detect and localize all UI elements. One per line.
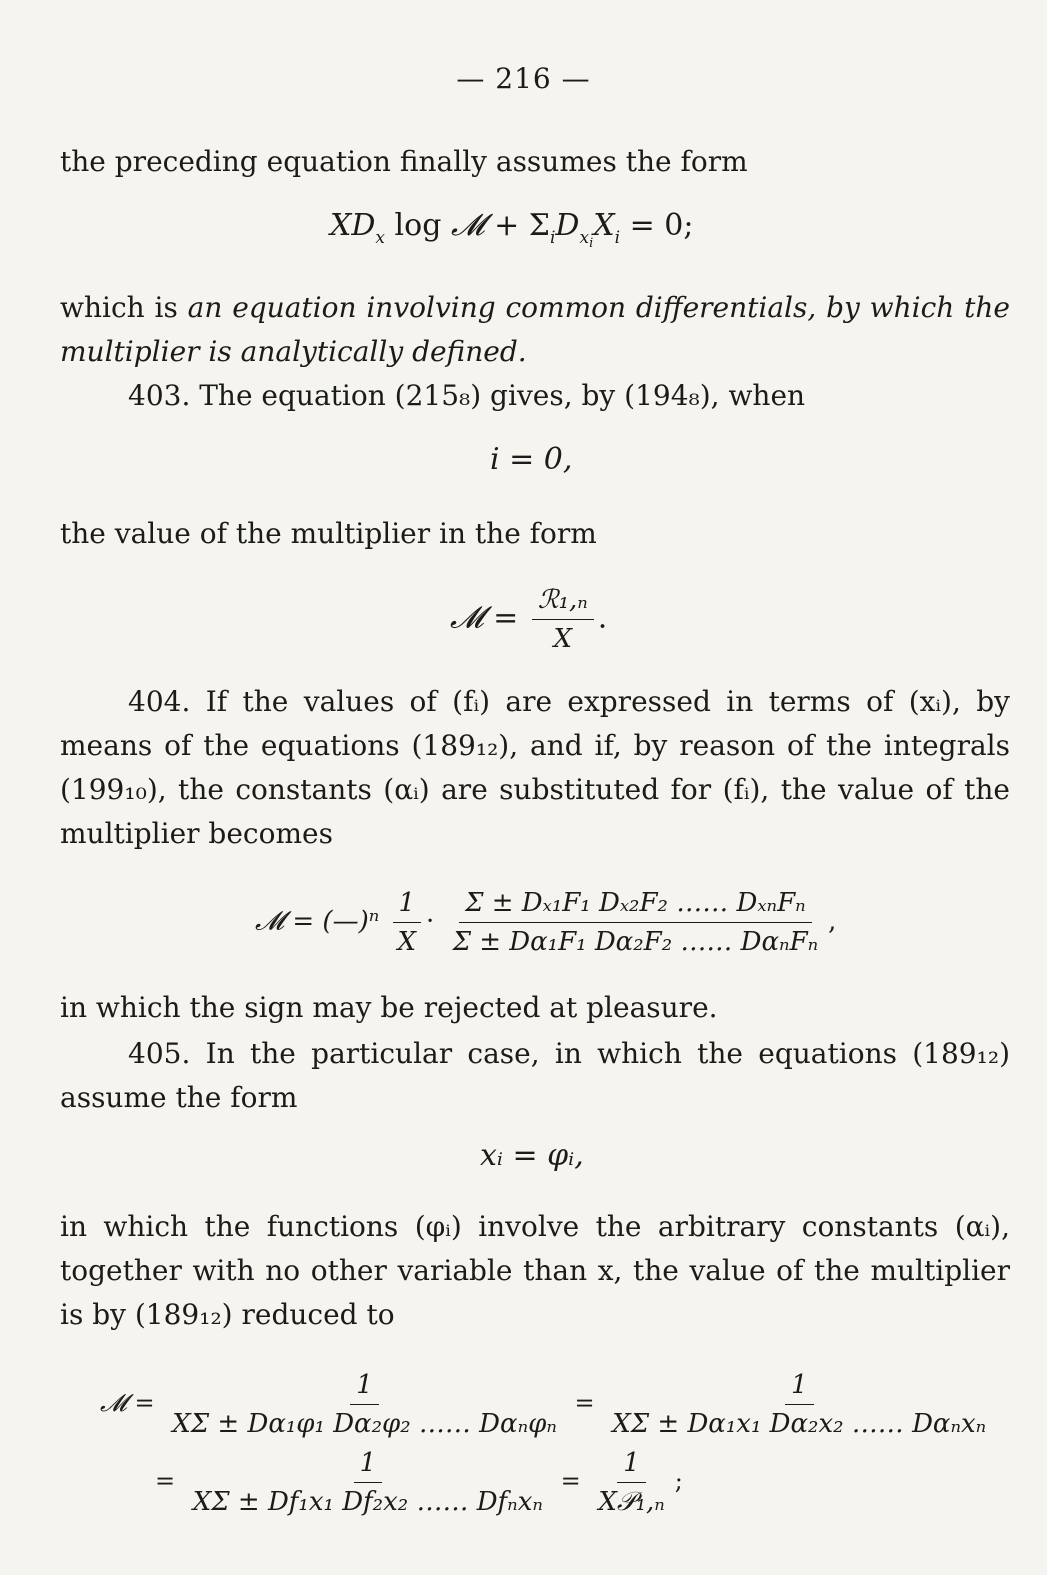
definition-italic: an equation involving common differentials, by which the multiplier is analytically defined. <box>60 291 1010 368</box>
equation-multiplier-determinants: 𝓜 = (—)ⁿ $\frac{1}{X}$ · $\frac{\text{Σ ± Dₓ₁F₁ Dₓ₂F₂ …… DₓₙFₙ}}{\text{Σ ± Dα₁F₁ Dα₂F₂ …… DαₙFₙ}}$ , <box>255 888 837 957</box>
page-number: — 216 — <box>456 62 591 95</box>
paragraph-intro: the preceding equation finally assumes the form <box>60 145 748 178</box>
fraction-determinant-ratio: $\frac{\text{Σ ± Dₓ₁F₁ Dₓ₂F₂ …… DₓₙFₙ}}{\text{Σ ± Dα₁F₁ Dα₂F₂ …… DαₙFₙ}}$ <box>452 888 819 957</box>
fraction-one-over-x: $\frac{1}{X}$ <box>392 888 423 957</box>
equation-i-zero: i = 0, <box>490 442 573 477</box>
fraction-phi-determinant: $\frac{1}{\text{XΣ ± Dα₁φ₁ Dα₂φ₂ …… Dαₙφₙ}}$ <box>172 1370 557 1439</box>
fraction-one-over-xp: $\frac{1}{\text{X𝒫₁,ₙ}}$ <box>598 1448 665 1517</box>
paragraph-functions-phi: in which the functions (φᵢ) involve the arbitrary constants (αᵢ), together with no other variable than x, the value of the multiplier is by (189₁₂) reduced to <box>60 1210 1010 1331</box>
paragraph-value-form: the value of the multiplier in the form <box>60 517 597 550</box>
paragraph-405: 405. In the particular case, in which the equations (189₁₂) assume the form <box>60 1037 1010 1114</box>
paragraph-403: 403. The equation (215₈) gives, by (194₈), when <box>128 379 806 412</box>
equation-reduced-1: 𝓜 = $\frac{1}{\text{XΣ ± Dα₁φ₁ Dα₂φ₂ …… Dαₙφₙ}}$ = $\frac{1}{\text{XΣ ± Dα₁x₁ Dα₂x₂ …… Dαₙxₙ}}$ <box>100 1370 996 1439</box>
paragraph-sign: in which the sign may be rejected at pleasure. <box>60 991 718 1024</box>
fraction-r-over-x: $\frac{\text{ℛ₁,ₙ}}{X}$ <box>532 585 594 654</box>
equation-multiplier-ratio: 𝓜 = $\frac{\text{ℛ₁,ₙ}}{X}$ . <box>450 585 608 654</box>
fraction-x-determinant: $\frac{1}{\text{XΣ ± Dα₁x₁ Dα₂x₂ …… Dαₙxₙ}}$ <box>612 1370 987 1439</box>
paragraph-definition: which is an equation involving common differentials, by which the multiplier is analytically defined. <box>60 291 1010 368</box>
equation-reduced-2: = $\frac{1}{\text{XΣ ± Df₁x₁ Df₂x₂ …… Dfₙxₙ}}$ = $\frac{1}{\text{X𝒫₁,ₙ}}$ ; <box>155 1448 683 1517</box>
equation-multiplier-log: $XD_x$ log 𝓜 + $\Sigma_iD_{xi}X_i = 0$; <box>330 208 694 251</box>
fraction-f-determinant: $\frac{1}{\text{XΣ ± Df₁x₁ Df₂x₂ …… Dfₙxₙ}}$ <box>192 1448 543 1517</box>
equation-x-phi: xᵢ = φᵢ, <box>480 1138 584 1173</box>
paragraph-404: 404. If the values of (fᵢ) are expressed in terms of (xᵢ), by means of the equations (189₁₂), and if, by reason of the integrals (199₁₀), the constants (αᵢ) are substituted for (fᵢ), the value of the multiplier becomes <box>60 685 1010 850</box>
